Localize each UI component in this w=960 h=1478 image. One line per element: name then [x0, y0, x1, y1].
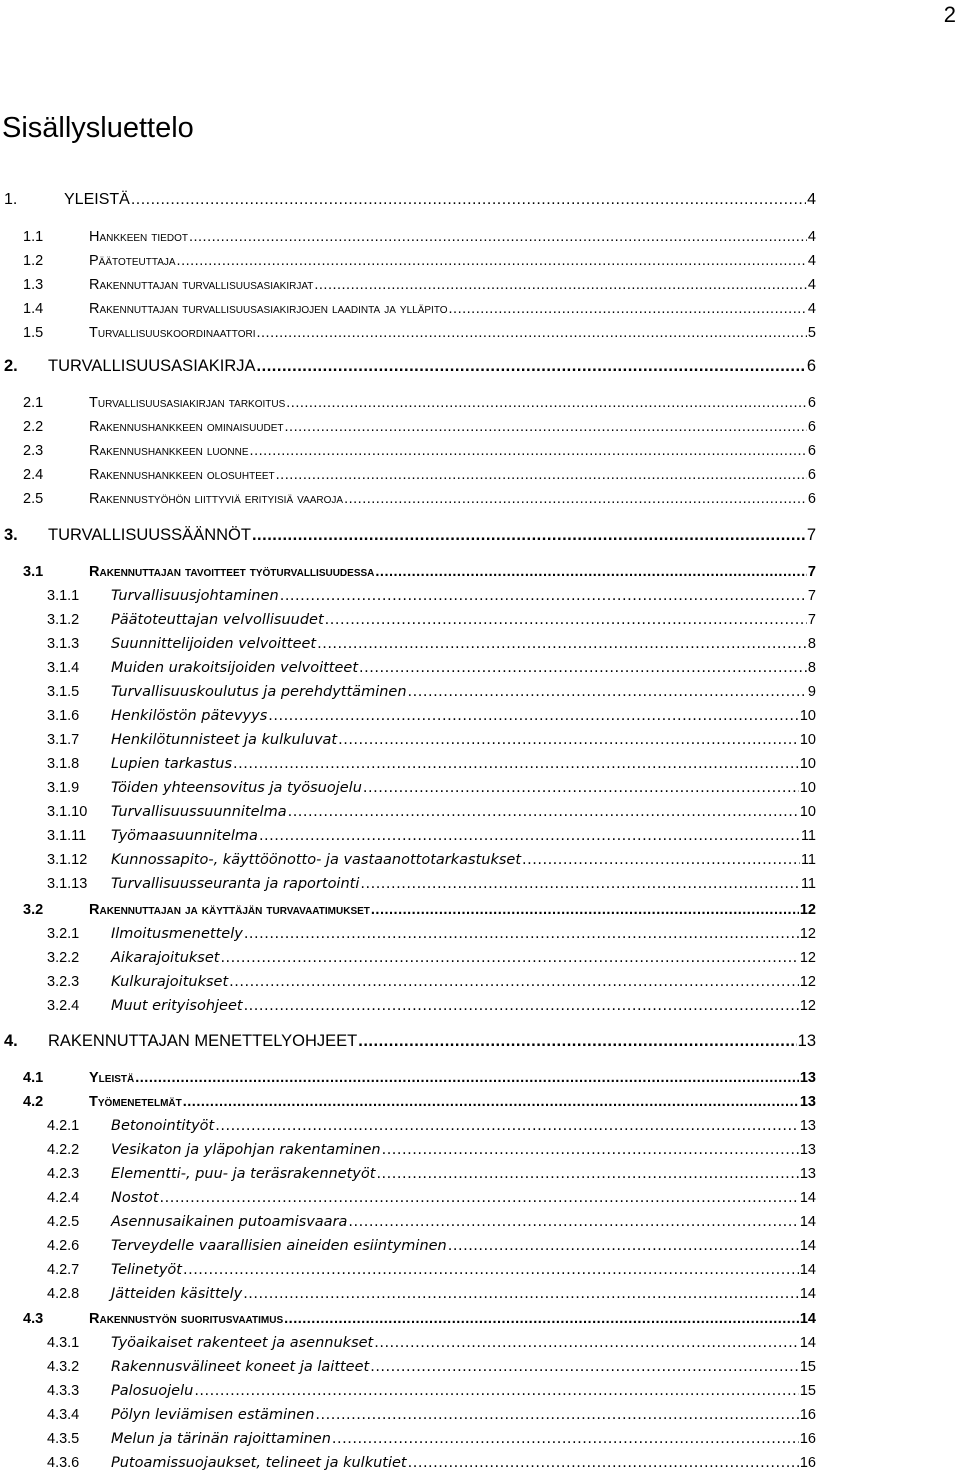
toc-entry[interactable] — [0, 900, 816, 920]
toc-entry-number: 2.5 — [23, 491, 44, 507]
dot-leader — [220, 948, 798, 968]
dot-leader — [276, 465, 807, 485]
toc-entry-page: 10 — [799, 732, 816, 748]
dot-leader — [317, 634, 807, 654]
toc-entry-title: Rakennushankkeen olosuhteet — [89, 467, 275, 483]
toc-entry[interactable] — [0, 658, 816, 678]
toc-entry-page: 15 — [799, 1383, 816, 1399]
dot-leader — [358, 1031, 796, 1051]
dot-leader — [522, 850, 800, 870]
dot-leader — [370, 1357, 799, 1377]
toc-entry-number: 2. — [4, 357, 18, 375]
toc-entry-title: Päätoteuttajan velvollisuudet — [111, 612, 324, 628]
toc-entry-title: Muut erityisohjeet — [111, 998, 243, 1014]
toc-entry-number: 4.2.6 — [47, 1238, 80, 1254]
toc-entry-page: 13 — [797, 1032, 816, 1050]
toc-entry[interactable] — [0, 323, 816, 343]
toc-entry-number: 3.2 — [23, 902, 44, 918]
toc-entry-page: 13 — [799, 1094, 816, 1110]
toc-entry-title: Kunnossapito-, käyttöönotto- ja vastaanottotarkastukset — [111, 852, 522, 868]
toc-entry-title: Rakennuttajan turvallisuusasiakirjat — [89, 277, 314, 293]
dot-leader — [288, 802, 799, 822]
toc-entry-page: 11 — [800, 852, 816, 868]
toc-entry-number: 2.2 — [23, 419, 44, 435]
toc-entry-number: 1.1 — [23, 229, 44, 245]
toc-entry-title: Rakennuttajan turvallisuusasiakirjojen laadinta ja ylläpito — [89, 301, 448, 317]
toc-entry-page: 16 — [799, 1455, 816, 1471]
toc-entry[interactable] — [0, 850, 816, 870]
toc-entry-page: 14 — [799, 1214, 816, 1230]
dot-leader — [344, 489, 807, 509]
toc-entry-number: 4.2.8 — [47, 1286, 80, 1302]
toc-entry[interactable] — [0, 634, 816, 654]
toc-entry[interactable] — [0, 1309, 816, 1329]
toc-entry-title: Putoamissuojaukset, telineet ja kulkutiet — [111, 1455, 407, 1471]
toc-entry[interactable] — [0, 489, 816, 509]
toc-entry-number: 3.2.3 — [47, 974, 80, 990]
toc-entry[interactable] — [0, 1236, 816, 1256]
toc-entry[interactable] — [0, 1188, 816, 1208]
toc-entry-page: 8 — [807, 660, 816, 676]
toc-entry[interactable] — [0, 1031, 816, 1051]
toc-entry[interactable] — [0, 1405, 816, 1425]
toc-entry-title: Telinetyöt — [111, 1262, 182, 1278]
toc-entry-page: 13 — [799, 1070, 816, 1086]
dot-leader — [135, 1068, 799, 1088]
dot-leader — [268, 706, 799, 726]
dot-leader — [183, 1260, 799, 1280]
toc-entry[interactable] — [0, 1116, 816, 1136]
toc-entry[interactable] — [0, 874, 816, 894]
page-number: 2 — [943, 2, 956, 27]
toc-entry-page: 16 — [799, 1407, 816, 1423]
dot-leader — [315, 1405, 798, 1425]
toc-entry-number: 4.2.5 — [47, 1214, 80, 1230]
toc-entry[interactable] — [0, 948, 816, 968]
toc-entry-title: Turvallisuuskoulutus ja perehdyttäminen — [111, 684, 407, 700]
toc-entry-page: 6 — [806, 357, 816, 375]
toc-entry-number: 3.1.10 — [47, 804, 88, 820]
toc-entry[interactable] — [0, 393, 816, 413]
toc-entry-page: 12 — [799, 974, 816, 990]
toc-entry-number: 1.2 — [23, 253, 44, 269]
toc-entry-number: 2.3 — [23, 443, 44, 459]
toc-entry-title: Aikarajoitukset — [111, 950, 220, 966]
toc-entry-page: 6 — [807, 395, 816, 411]
toc-entry-number: 3.2.4 — [47, 998, 80, 1014]
toc-entry-number: 3.1.12 — [47, 852, 88, 868]
toc-entry-title: Turvallisuuskoordinaattori — [89, 325, 256, 341]
toc-entry-page: 7 — [806, 526, 816, 544]
toc-title: Sisällysluettelo — [2, 112, 194, 144]
toc-entry-title: Turvallisuusasiakirjan tarkoitus — [89, 395, 286, 411]
toc-entry-number: 1.5 — [23, 325, 44, 341]
dot-leader — [371, 900, 799, 920]
toc-entry-number: 3.1.13 — [47, 876, 88, 892]
toc-entry-page: 10 — [799, 708, 816, 724]
toc-entry[interactable] — [0, 525, 816, 545]
dot-leader — [285, 417, 807, 437]
toc-entry-title: Muiden urakoitsijoiden velvoitteet — [111, 660, 359, 676]
toc-entry-page: 7 — [807, 564, 816, 580]
toc-entry-title: Henkilöstön pätevyys — [111, 708, 268, 724]
toc-entry-title: Terveydelle vaarallisien aineiden esiintyminen — [111, 1238, 447, 1254]
toc-entry-number: 4.3.6 — [47, 1455, 80, 1471]
toc-entry-title: Yleistä — [89, 1070, 135, 1086]
toc-entry[interactable] — [0, 417, 816, 437]
toc-entry-number: 3.1.1 — [47, 588, 80, 604]
toc-entry-page: 14 — [799, 1238, 816, 1254]
toc-entry-page: 10 — [799, 780, 816, 796]
toc-entry-number: 4.3.4 — [47, 1407, 80, 1423]
dot-leader — [408, 682, 807, 702]
toc-entry-page: 8 — [807, 636, 816, 652]
toc-entry-title: Työaikaiset rakenteet ja asennukset — [111, 1335, 374, 1351]
toc-entry[interactable] — [0, 826, 816, 846]
toc-entry[interactable] — [0, 190, 816, 210]
toc-entry-number: 2.4 — [23, 467, 44, 483]
toc-entry-title: TURVALLISUUSSÄÄNNÖT — [48, 526, 251, 544]
toc-entry-number: 4.3.2 — [47, 1359, 80, 1375]
toc-entry-number: 3.1.11 — [47, 828, 87, 844]
toc-entry[interactable] — [0, 227, 816, 247]
toc-entry-page: 10 — [799, 804, 816, 820]
dot-leader — [449, 299, 807, 319]
toc-entry-page: 5 — [807, 325, 816, 341]
dot-leader — [177, 251, 807, 271]
toc-entry-number: 1.4 — [23, 301, 44, 317]
toc-entry-title: TURVALLISUUSASIAKIRJA — [48, 357, 256, 375]
toc-entry-number: 3.1.3 — [47, 636, 80, 652]
dot-leader — [183, 1092, 799, 1112]
toc-entry[interactable] — [0, 1140, 816, 1160]
toc-entry-page: 6 — [807, 443, 816, 459]
dot-leader — [408, 1453, 799, 1473]
toc-entry[interactable] — [0, 441, 816, 461]
toc-entry-page: 15 — [799, 1359, 816, 1375]
dot-leader — [332, 1429, 799, 1449]
toc-entry-number: 4.3.1 — [47, 1335, 80, 1351]
toc-entry-title: YLEISTÄ — [64, 191, 130, 208]
toc-entry-title: Palosuojelu — [111, 1383, 194, 1399]
toc-entry[interactable] — [0, 996, 816, 1016]
toc-entry-title: Turvallisuusjohtaminen — [111, 588, 279, 604]
toc-entry-number: 4.2 — [23, 1094, 44, 1110]
toc-entry[interactable] — [0, 1453, 816, 1473]
dot-leader — [243, 1284, 799, 1304]
toc-entry-title: Nostot — [111, 1190, 159, 1206]
toc-entry-number: 3.1.6 — [47, 708, 80, 724]
toc-entry-page: 10 — [799, 756, 816, 772]
dot-leader — [280, 586, 807, 606]
toc-entry-title: Melun ja tärinän rajoittaminen — [111, 1431, 331, 1447]
dot-leader — [257, 356, 806, 376]
toc-entry[interactable] — [0, 1333, 816, 1353]
toc-entry-number: 4.1 — [23, 1070, 44, 1086]
toc-entry-title: Rakennushankkeen ominaisuudet — [89, 419, 284, 435]
toc-entry-number: 1.3 — [23, 277, 44, 293]
toc-entry-number: 3. — [4, 526, 18, 544]
toc-entry[interactable] — [0, 1068, 816, 1088]
toc-entry-title: Rakennustyön suoritusvaatimus — [89, 1311, 284, 1327]
dot-leader — [244, 924, 799, 944]
toc-entry-number: 3.1.2 — [47, 612, 80, 628]
toc-entry-page: 7 — [807, 612, 816, 628]
toc-entry-title: Asennusaikainen putoamisvaara — [111, 1214, 348, 1230]
toc-entry-number: 3.1.9 — [47, 780, 80, 796]
toc-entry-title: Turvallisuussuunnitelma — [111, 804, 287, 820]
toc-entry[interactable] — [0, 356, 816, 376]
dot-leader — [244, 996, 799, 1016]
toc-entry-number: 4.2.4 — [47, 1190, 80, 1206]
toc-entry[interactable] — [0, 778, 816, 798]
dot-leader — [314, 275, 807, 295]
toc-entry-page: 4 — [807, 253, 816, 269]
dot-leader — [259, 826, 800, 846]
toc-entry[interactable] — [0, 682, 816, 702]
toc-entry-page: 13 — [799, 1142, 816, 1158]
toc-entry-number: 4.2.7 — [47, 1262, 80, 1278]
dot-leader — [131, 190, 806, 210]
toc-entry-title: Pölyn leviämisen estäminen — [111, 1407, 315, 1423]
toc-entry-page: 12 — [799, 950, 816, 966]
toc-entry[interactable] — [0, 730, 816, 750]
toc-entry-title: Turvallisuusseuranta ja raportointi — [111, 876, 360, 892]
toc-entry-page: 4 — [807, 191, 816, 208]
dot-leader — [160, 1188, 799, 1208]
toc-entry-number: 3.2.2 — [47, 950, 80, 966]
dot-leader — [375, 562, 807, 582]
toc-entry-number: 4.2.3 — [47, 1166, 80, 1182]
toc-entry-number: 3.1.8 — [47, 756, 80, 772]
toc-entry-title: Töiden yhteensovitus ja työsuojelu — [111, 780, 362, 796]
toc-entry[interactable] — [0, 754, 816, 774]
toc-entry[interactable] — [0, 1429, 816, 1449]
dot-leader — [252, 525, 806, 545]
toc-entry-number: 3.2.1 — [47, 926, 80, 942]
toc-entry[interactable] — [0, 586, 816, 606]
toc-entry-title: Työmaasuunnitelma — [111, 828, 258, 844]
toc-entry-page: 6 — [807, 467, 816, 483]
toc-entry[interactable] — [0, 972, 816, 992]
toc-entry-title: Vesikaton ja yläpohjan rakentaminen — [111, 1142, 381, 1158]
toc-entry-title: Ilmoitusmenettely — [111, 926, 243, 942]
toc-entry-page: 4 — [807, 301, 816, 317]
toc-entry-page: 14 — [799, 1262, 816, 1278]
toc-entry-title: RAKENNUTTAJAN MENETTELYOHJEET — [48, 1032, 358, 1050]
dot-leader — [194, 1381, 799, 1401]
toc-entry-page: 9 — [807, 684, 816, 700]
toc-entry-title: Rakennusvälineet koneet ja laitteet — [111, 1359, 370, 1375]
toc-entry-number: 3.1 — [23, 564, 44, 580]
toc-entry[interactable] — [0, 706, 816, 726]
toc-entry-page: 12 — [799, 998, 816, 1014]
toc-entry-title: Betonointityöt — [111, 1118, 215, 1134]
toc-entry-number: 4.3.5 — [47, 1431, 80, 1447]
toc-entry-page: 12 — [799, 902, 816, 918]
toc-entry-number: 4. — [4, 1032, 18, 1050]
toc-entry-page: 11 — [800, 828, 816, 844]
toc-entry[interactable] — [0, 251, 816, 271]
toc-entry-title: Lupien tarkastus — [111, 756, 233, 772]
toc-entry-title: Rakennuttajan tavoitteet työturvallisuudessa — [89, 564, 375, 580]
toc-entry-title: Päätoteuttaja — [89, 253, 176, 269]
toc-entry[interactable] — [0, 1092, 816, 1112]
dot-leader — [359, 658, 807, 678]
toc-entry-page: 13 — [799, 1118, 816, 1134]
toc-entry-page: 4 — [807, 277, 816, 293]
toc-entry-title: Jätteiden käsittely — [111, 1286, 243, 1302]
toc-entry-number: 4.3 — [23, 1311, 44, 1327]
dot-leader — [376, 1164, 798, 1184]
toc-entry[interactable] — [0, 1164, 816, 1184]
toc-entry-number: 3.1.5 — [47, 684, 80, 700]
toc-entry[interactable] — [0, 1260, 816, 1280]
toc-entry-page: 11 — [800, 876, 816, 892]
toc-entry-page: 12 — [799, 926, 816, 942]
toc-entry-title: Rakennushankkeen luonne — [89, 443, 249, 459]
toc-entry[interactable] — [0, 465, 816, 485]
toc-entry-page: 14 — [799, 1190, 816, 1206]
toc-entry-title: Kulkurajoitukset — [111, 974, 229, 990]
dot-leader — [286, 393, 807, 413]
toc-entry[interactable] — [0, 1381, 816, 1401]
toc-entry-page: 16 — [799, 1431, 816, 1447]
toc-entry-page: 6 — [807, 491, 816, 507]
toc-entry[interactable] — [0, 610, 816, 630]
toc-entry[interactable] — [0, 802, 816, 822]
toc-entry-page: 6 — [807, 419, 816, 435]
dot-leader — [360, 874, 800, 894]
toc-entry-title: Henkilötunnisteet ja kulkuluvat — [111, 732, 338, 748]
toc-entry-page: 4 — [807, 229, 816, 245]
toc-entry-title: Hankkeen tiedot — [89, 229, 188, 245]
toc-entry-page: 7 — [807, 588, 816, 604]
toc-entry-number: 2.1 — [23, 395, 44, 411]
toc-entry[interactable] — [0, 299, 816, 319]
dot-leader — [233, 754, 799, 774]
dot-leader — [256, 323, 806, 343]
dot-leader — [348, 1212, 798, 1232]
dot-leader — [215, 1116, 799, 1136]
toc-entry[interactable] — [0, 1284, 816, 1304]
toc-entry-title: Elementti-, puu- ja teräsrakennetyöt — [111, 1166, 376, 1182]
dot-leader — [284, 1309, 799, 1329]
dot-leader — [374, 1333, 799, 1353]
toc-entry[interactable] — [0, 562, 816, 582]
toc-entry-number: 4.3.3 — [47, 1383, 80, 1399]
toc-entry-title: Rakennustyöhön liittyviä erityisiä vaaroja — [89, 491, 344, 507]
toc-entry[interactable] — [0, 1357, 816, 1377]
toc-entry-title: Suunnittelijoiden velvoitteet — [111, 636, 317, 652]
toc-entry-number: 3.1.7 — [47, 732, 80, 748]
toc-entry[interactable] — [0, 275, 816, 295]
dot-leader — [229, 972, 799, 992]
toc-entry-number: 4.2.1 — [47, 1118, 80, 1134]
toc-entry-title: Työmenetelmät — [89, 1094, 182, 1110]
dot-leader — [363, 778, 799, 798]
toc-entry-number: 4.2.2 — [47, 1142, 80, 1158]
dot-leader — [338, 730, 799, 750]
toc-entry-page: 14 — [799, 1311, 816, 1327]
dot-leader — [448, 1236, 799, 1256]
dot-leader — [189, 227, 807, 247]
toc-entry-page: 14 — [799, 1286, 816, 1302]
toc-entry-page: 14 — [799, 1335, 816, 1351]
toc-entry-number: 1. — [4, 191, 18, 208]
toc-entry-page: 13 — [799, 1166, 816, 1182]
dot-leader — [382, 1140, 799, 1160]
dot-leader — [250, 441, 807, 461]
toc-entry-title: Rakennuttajan ja käyttäjän turvavaatimukset — [89, 902, 370, 918]
toc-entry[interactable] — [0, 1212, 816, 1232]
toc-entry[interactable] — [0, 924, 816, 944]
toc-entry-number: 3.1.4 — [47, 660, 80, 676]
dot-leader — [325, 610, 807, 630]
